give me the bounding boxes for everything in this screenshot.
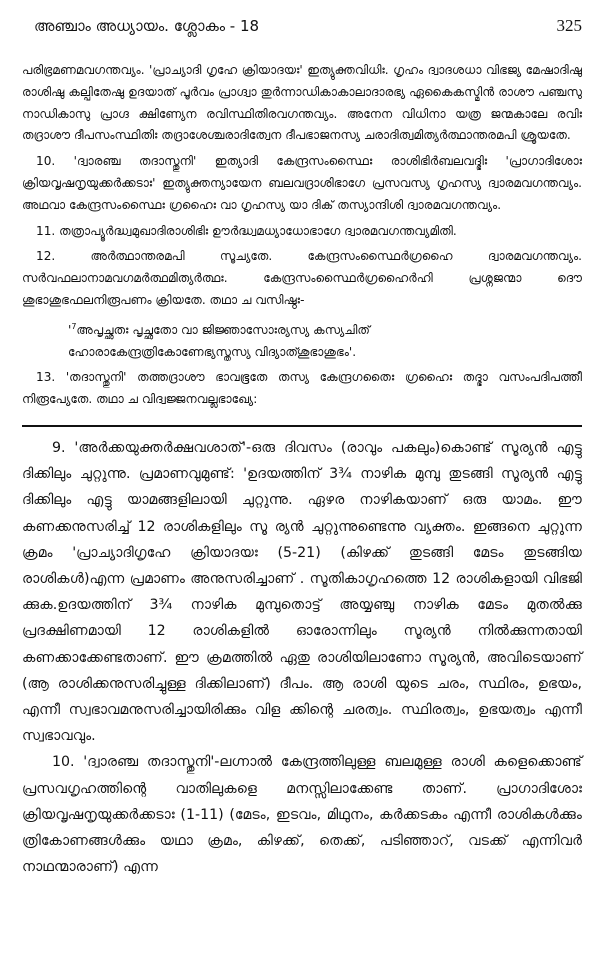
commentary-paragraph: 11. തത്രാപ്യൂർദ്ധ്വമുഖാദിരാശിഭിഃ ഊർദ്ധ്വമധ്യാധോഭാഗേ ദ്വാരമവഗന്തവ്യമിതി.: [36, 223, 457, 238]
translation-paragraph: 10. 'ദ്വാരഞ്ച തദാസ്തുനി'-ലഗ്നാൽ കേന്ദ്രത്തിലുള്ള ബലമുള്ള രാശി കളെക്കൊണ്ട് പ്രസവഗൃഹത്തിന്റെ വാതിലുകളെ മനസ്സിലാക്കേണ്ട താണ്. പ്രാഗാദിശോഃ ക്രിയവൃഷനൃയുക്കർക്കടാഃ (1-11) (മേടം, ഇടവം, മിഥുനം, കർക്കടകം എന്നീ രാശികൾക്കും ത്രികോണങ്ങൾക്കും യഥാ ക്രമം, കിഴക്ക്, തെക്ക്, പടിഞ്ഞാറ്, വടക്ക് എന്നിവർ നാഥന്മാരാണ്) എന്ന: [22, 754, 582, 876]
commentary-paragraph: 13. 'തദാസ്തുനി' തത്തദ്രാശൗ ഭാവഭൂതേ തസ്യ കേന്ദ്രഗതൈഃ ഗ്രഹൈഃ തദ്ഭാ വസംപദിപത്തീ നിരൂപ്യേതേ. തഥാ ച വിദ്വജ്ജനവല്ലഭാഖ്യേ:: [22, 370, 582, 407]
section-divider: [22, 425, 582, 427]
commentary-paragraph: 12. അർത്ഥാന്തരമപി സൂച്യതേ. കേന്ദ്രസംസ്ഥൈർഗ്രഹൈ ദ്വാരമവഗന്തവ്യം. സർവഫലാനാമവഗമർത്ഥമിത്യർത്ഥഃ. കേന്ദ്രസംസ്ഥൈർഗ്രഹൈർഹി പ്രശ്നജന്മാ ദൌ ശുഭാശുഭഫലനിരൂപണം ക്രിയതേ. തഥാ ച വസിഷ്ഠഃ-: [22, 249, 582, 307]
page-header: [22, 0, 582, 40]
malayalam-translation: [22, 435, 582, 880]
sanskrit-commentary: [22, 60, 582, 411]
quote-line: '$^7അപൃച്ഛതഃ$ പൃച്ഛതോ വാ ജിജ്ഞാസോഃര്യസ്യ കസ്യചിത്: [68, 321, 370, 337]
translation-paragraph: 9. 'അർക്കയുക്തർക്ഷവശാത്'-ഒരു ദിവസം (രാവും പകലും)കൊണ്ട് സൂര്യൻ എട്ടു ദിക്കിലും ചുറ്റുന്നു. പ്രമാണവുമുണ്ട്: 'ഉദയത്തിന് 3¾ നാഴിക മുമ്പു തുടങ്ങി സൂര്യൻ എട്ടു ദിക്കിലും എട്ടു യാമങ്ങളിലായി ചുറ്റുന്നു. ഏഴര നാഴികയാണ് ഒരു യാമം. ഈ കണക്കനുസരിച്ച് 12 രാശികളിലും സൂ ര്യൻ ചുറ്റുന്നുണ്ടെന്നു വ്യക്തം. ഇങ്ങനെ ചുറ്റുന്ന ക്രമം 'പ്രാച്യാദിഗൃഹേ ക്രിയാദയഃ (5-21) (കിഴക്ക് തുടങ്ങി മേടം തുടങ്ങിയ രാശികൾ)എന്ന പ്രമാണം അനുസരിച്ചാണ് . സൂതികാഗൃഹത്തെ 12 രാശികളായി വിഭജി ക്കുക.ഉദയത്തിന് 3¾ നാഴിക മുമ്പുതൊട്ട് അയ്യഞ്ചു നാഴിക മേടം മുതൽക്കു പ്രദക്ഷിണമായി 12 രാശികളിൽ ഓരോന്നിലും സൂര്യൻ നിൽക്കുന്നതായി കണക്കാക്കേണ്ടതാണ്. ഈ ക്രമത്തിൽ ഏതു രാശിയിലാണോ സൂര്യൻ, അവിടെയാണ് (ആ രാശിക്കനുസരിച്ചുള്ള ദിക്കിലാണ്) ദീപം. ആ രാശി യുടെ ചരം, സ്ഥിരം, ഉഭയം, എന്നീ സ്വഭാവമനുസരിച്ചായിരിക്കും വിള ക്കിന്റെ ചരത്വം. സ്ഥിരത്വം, ഉഭയത്വം എന്നീ സ്വഭാവവും.: [22, 439, 582, 745]
commentary-paragraph: 10. 'ദ്വാരഞ്ച തദാസ്തുനി' ഇത്യാദി കേന്ദ്രസംസ്ഥൈഃ രാശിഭിർബലവദ്ഭിഃ 'പ്രാഗാദിശോഃ ക്രിയവൃഷനൃയുക്കർക്കടാഃ' ഇത്യുക്തന്യായേന ബലവദ്രാശിഭാഗേ പ്രസവസ്യ ഗൃഹസ്യ ദ്വാരമവഗന്തവ്യം. അഥവാ കേന്ദ്രസംസ്ഥൈഃ ഗ്രഹൈഃ വാ ഗൃഹസ്യ യാ ദിക് തസ്യാന്ദിശി ദ്വാരമവഗന്തവ്യം.: [22, 154, 582, 212]
quote-line: ഹോരാകേന്ദ്രത്രികോണേഭ്യസ്തസ്യ വിദ്യാത്ശുഭാശുഭം'.: [68, 344, 357, 359]
verse-quote: [68, 316, 582, 364]
running-head: അഞ്ചാം അധ്യായം. ശ്ലോകം - 18: [34, 17, 260, 35]
commentary-paragraph: പരിഭ്രമണമവഗന്തവ്യം. 'പ്രാച്യാദി ഗൃഹേ ക്രിയാദയഃ' ഇത്യുക്തവിധിഃ. ഗൃഹം ദ്വാദശധാ വിഭജ്യ മേഷാദിഷു രാശിഷു കല്പിതേഷു ഉദയാത് പൂർവം പ്രാഗ്ദ്വാ തുർന്നാഡികാകാലാദാരഭ്യ ഏകൈകസ്മിൻ രാശൗ പഞ്ചസു നാഡികാസു പ്രാഗ്ദ ക്ഷിണ്യേന രവിസ്ഥിതിരവഗന്തവ്യം. അനേന വിധിനാ യത്ര ജന്മകാലേ രവിഃ തദ്രാശൗ ദീപസംസ്ഥിതിഃ തദ്രാശേശ്ചരാദിത്വേന ദീപഭാജനസ്യ ചരാദിത്വമിത്യർത്ഥാന്തരമപി ശ്രൂയതേ.: [22, 63, 582, 143]
footnote-marker: 7: [71, 321, 77, 331]
page-number: 325: [556, 16, 582, 35]
